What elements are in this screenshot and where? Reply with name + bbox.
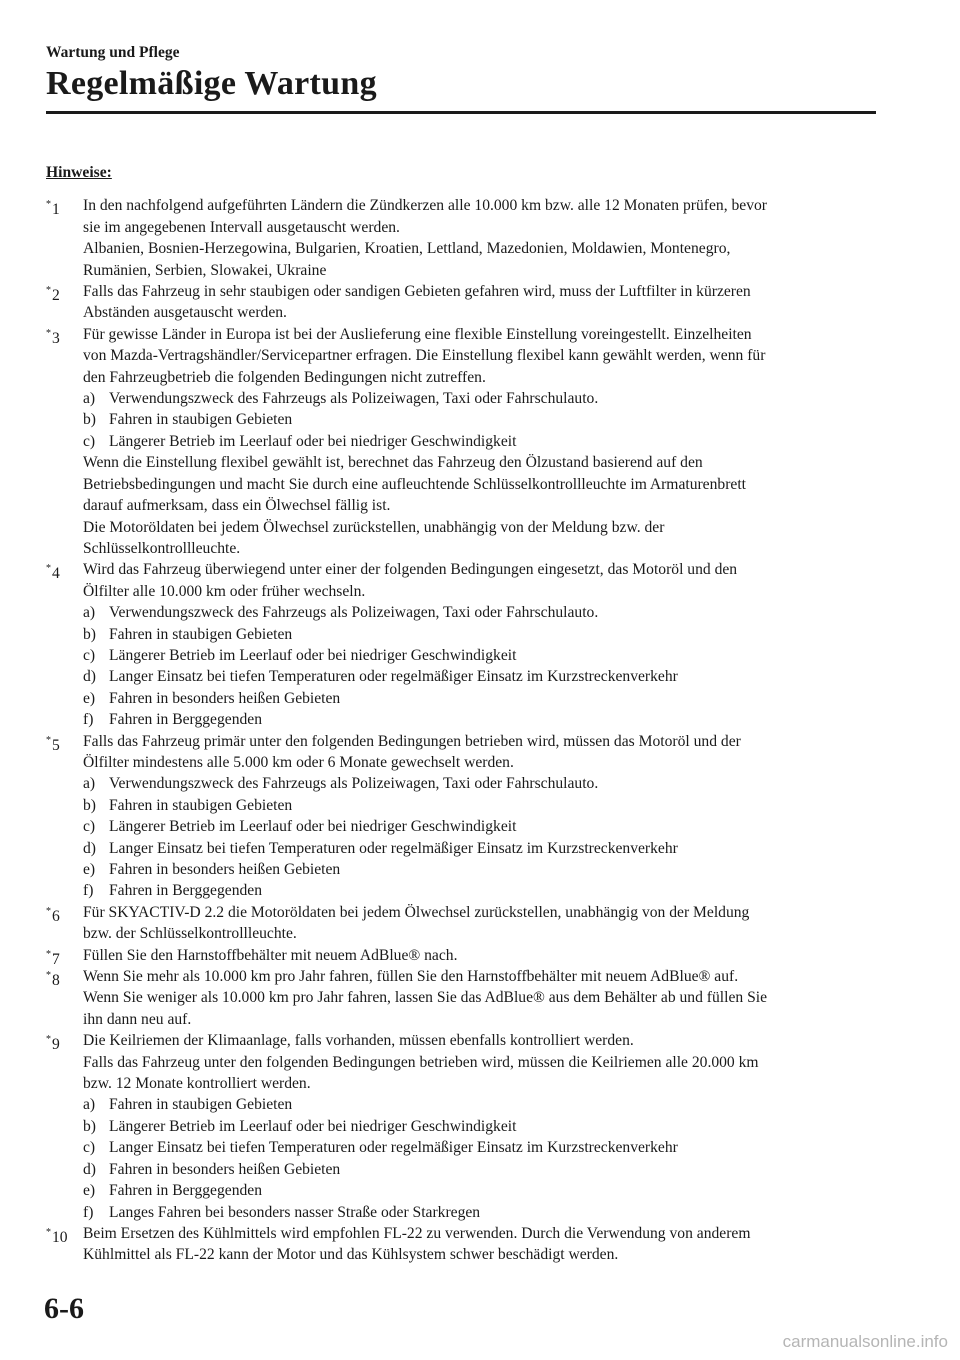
condition-text: Längerer Betrieb im Leerlauf oder bei niedriger Geschwindigkeit (109, 646, 517, 664)
asterisk-marker: * (46, 327, 51, 339)
condition-text: Fahren in Berggegenden (109, 882, 263, 900)
note-item (46, 195, 876, 281)
condition-letter: a) (83, 390, 96, 408)
asterisk-marker: * (46, 1034, 51, 1046)
page-number: 6-6 (44, 1292, 84, 1325)
note-text-line: Betriebsbedingungen und macht Sie durch eine aufleuchtende Schlüsselkontrollleuchte im Armaturenbrett (83, 475, 746, 493)
note-number-text: 6 (52, 908, 60, 925)
note-text-line: Für SKYACTIV-D 2.2 die Motoröldaten bei jedem Ölwechsel zurückstellen, unabhängig von der Meldung (83, 903, 750, 921)
condition-text: Fahren in staubigen Gebieten (109, 796, 293, 814)
condition-letter: e) (83, 1182, 96, 1200)
condition-letter: c) (83, 646, 96, 664)
asterisk-marker: * (46, 563, 51, 575)
note-text-line: Wenn Sie weniger als 10.000 km pro Jahr fahren, lassen Sie das AdBlue® aus dem Behälter ab und füllen Sie (83, 989, 767, 1007)
note-text-line: Falls das Fahrzeug unter den folgenden Bedingungen betrieben wird, müssen die Keilriemen alle 20.000 km (83, 1053, 759, 1071)
note-text-line: den Fahrzeugbetrieb die folgenden Bedingungen nicht zutreffen. (83, 368, 486, 386)
note-number (46, 1030, 60, 1056)
condition-text: Fahren in besonders heißen Gebieten (109, 689, 341, 707)
condition-letter: b) (83, 411, 96, 429)
note-item (46, 559, 876, 730)
condition-item (83, 688, 876, 709)
note-text-line: Schlüsselkontrollleuchte. (83, 539, 241, 557)
note-text-line: Beim Ersetzen des Kühlmittels wird empfohlen FL-22 zu verwenden. Durch die Verwendung von anderem (83, 1224, 751, 1242)
condition-text: Fahren in staubigen Gebieten (109, 1096, 293, 1114)
watermark: carmanualsonline.info (782, 1332, 948, 1351)
condition-item (83, 409, 876, 430)
note-number-text: 3 (52, 330, 60, 348)
condition-item (83, 388, 876, 409)
asterisk-marker: * (46, 285, 51, 297)
condition-letter: a) (83, 1096, 96, 1114)
page-header (46, 44, 876, 104)
page-title: Regelmäßige Wartung (46, 65, 377, 102)
condition-letter: e) (83, 861, 96, 878)
note-text-line: Ölfilter mindestens alle 5.000 km oder 6 Monate gewechselt werden. (83, 753, 514, 771)
note-text-line: Falls das Fahrzeug in sehr staubigen oder sandigen Gebieten gefahren wird, muss der Luftfilter in kürzeren (83, 283, 751, 301)
note-text-line: Wird das Fahrzeug überwiegend unter einer der folgenden Bedingungen eingesetzt, das Motoröl und den (83, 561, 738, 579)
condition-item (83, 838, 876, 859)
note-number-text: 8 (52, 972, 60, 990)
note-number (46, 966, 60, 992)
note-number-text: 5 (52, 736, 60, 754)
note-text-line: Für gewisse Länder in Europa ist bei der Auslieferung eine flexible Einstellung voreingestellt. Einzelheiten (83, 325, 752, 343)
asterisk-marker: * (46, 1226, 51, 1238)
note-text-line: Wenn die Einstellung flexibel gewählt ist, berechnet das Fahrzeug den Ölzustand basierend auf den (83, 454, 703, 472)
condition-letter: f) (83, 1203, 94, 1221)
condition-letter: c) (83, 1139, 96, 1157)
note-number (46, 195, 60, 221)
notes-list (46, 195, 876, 1265)
condition-text: Fahren in besonders heißen Gebieten (109, 1160, 341, 1178)
condition-letter: c) (83, 432, 96, 450)
condition-text: Längerer Betrieb im Leerlauf oder bei niedriger Geschwindigkeit (109, 1117, 517, 1135)
asterisk-marker: * (46, 199, 51, 211)
condition-letter: d) (83, 839, 96, 857)
note-text-line: Füllen Sie den Harnstoffbehälter mit neuem AdBlue® nach. (83, 946, 458, 964)
condition-letter: a) (83, 775, 96, 793)
condition-item (83, 1180, 876, 1201)
condition-text: Verwendungszweck des Fahrzeugs als Polizeiwagen, Taxi oder Fahrschulauto. (109, 390, 599, 408)
condition-item (83, 624, 876, 645)
note-text-line: Falls das Fahrzeug primär unter den folgenden Bedingungen betrieben wird, müssen das Motoröl und der (83, 732, 741, 750)
condition-item (83, 602, 876, 623)
note-item (46, 1223, 876, 1266)
note-number-text: 7 (52, 950, 60, 968)
note-text-line: bzw. 12 Monate kontrolliert werden. (83, 1075, 311, 1093)
note-number (46, 559, 60, 585)
note-item (46, 902, 876, 945)
note-item (46, 731, 876, 902)
condition-text: Längerer Betrieb im Leerlauf oder bei niedriger Geschwindigkeit (109, 818, 517, 836)
section-label: Wartung und Pflege (46, 44, 180, 61)
note-item (46, 1030, 876, 1223)
note-number (46, 281, 60, 307)
note-number (46, 1223, 68, 1249)
condition-text: Fahren in Berggegenden (109, 1182, 263, 1200)
note-number-text: 2 (52, 287, 60, 305)
condition-letter: e) (83, 689, 96, 707)
note-text-line: Abständen ausgetauscht werden. (83, 304, 287, 322)
note-number-text: 1 (52, 201, 60, 219)
condition-text: Langer Einsatz bei tiefen Temperaturen oder regelmäßiger Einsatz im Kurzstreckenverkehr (109, 839, 678, 857)
condition-letter: b) (83, 625, 96, 643)
condition-item (83, 1159, 876, 1180)
notes-section (46, 162, 876, 1266)
condition-item (83, 431, 876, 452)
note-text-line: Wenn Sie mehr als 10.000 km pro Jahr fahren, füllen Sie den Harnstoffbehälter mit neuem AdBlue® auf. (83, 968, 739, 986)
note-item (46, 966, 876, 1030)
note-number (46, 731, 60, 757)
note-text-line: Albanien, Bosnien-Herzegowina, Bulgarien, Kroatien, Lettland, Mazedonien, Moldawien, Montenegro, (83, 240, 731, 258)
condition-item (83, 773, 876, 794)
notes-heading: Hinweise: (46, 164, 112, 181)
condition-letter: a) (83, 604, 96, 622)
condition-item (83, 795, 876, 816)
condition-letter: d) (83, 668, 96, 686)
note-number-text: 9 (52, 1036, 60, 1054)
note-item (46, 281, 876, 324)
condition-text: Fahren in Berggegenden (109, 711, 263, 729)
condition-letter: b) (83, 796, 96, 814)
note-number-text: 10 (52, 1229, 68, 1247)
note-text-line: Die Motoröldaten bei jedem Ölwechsel zurückstellen, unabhängig von der Meldung bzw. der (83, 518, 665, 536)
condition-text: Langer Einsatz bei tiefen Temperaturen oder regelmäßiger Einsatz im Kurzstreckenverkehr (109, 668, 678, 686)
condition-text: Langer Einsatz bei tiefen Temperaturen oder regelmäßiger Einsatz im Kurzstreckenverkehr (109, 1139, 678, 1157)
asterisk-marker: * (46, 734, 51, 746)
condition-letter: f) (83, 711, 94, 729)
note-text-line: von Mazda-Vertragshändler/Servicepartner erfragen. Die Einstellung flexibel kann gewählt werden, wenn für (83, 347, 766, 365)
note-number (46, 902, 60, 928)
note-number-text: 4 (52, 565, 60, 583)
condition-text: Längerer Betrieb im Leerlauf oder bei niedriger Geschwindigkeit (109, 432, 517, 450)
condition-letter: c) (83, 818, 96, 836)
header-divider (46, 111, 876, 114)
asterisk-marker: * (46, 948, 51, 960)
condition-item (83, 1202, 876, 1223)
note-text-line: darauf aufmerksam, dass ein Ölwechsel fällig ist. (83, 497, 391, 515)
note-text-line: Rumänien, Serbien, Slowakei, Ukraine (83, 261, 327, 279)
condition-text: Fahren in staubigen Gebieten (109, 625, 293, 643)
condition-item (83, 816, 876, 837)
condition-text: Fahren in staubigen Gebieten (109, 411, 293, 429)
condition-text: Langes Fahren bei besonders nasser Straße oder Starkregen (109, 1203, 481, 1221)
condition-item (83, 709, 876, 730)
condition-item (83, 880, 876, 901)
note-text-line: ihn dann neu auf. (83, 1010, 192, 1028)
condition-letter: d) (83, 1160, 96, 1178)
note-text-line: Kühlmittel als FL-22 kann der Motor und das Kühlsystem schwer beschädigt werden. (83, 1246, 619, 1264)
condition-item (83, 645, 876, 666)
asterisk-marker: * (46, 970, 51, 982)
note-text-line: sie im angegebenen Intervall ausgetauscht werden. (83, 218, 400, 236)
note-number (46, 324, 60, 350)
note-item (46, 945, 876, 966)
condition-text: Verwendungszweck des Fahrzeugs als Polizeiwagen, Taxi oder Fahrschulauto. (109, 604, 599, 622)
condition-letter: b) (83, 1117, 96, 1135)
note-item (46, 324, 876, 559)
condition-item (83, 859, 876, 880)
condition-item (83, 666, 876, 687)
note-text-line: In den nachfolgend aufgeführten Ländern die Zündkerzen alle 10.000 km bzw. alle 12 Monaten prüfen, bevor (83, 197, 767, 215)
condition-item (83, 1094, 876, 1115)
asterisk-marker: * (46, 905, 51, 917)
note-text-line: bzw. der Schlüsselkontrollleuchte. (83, 925, 297, 943)
condition-item (83, 1137, 876, 1158)
condition-item (83, 1116, 876, 1137)
note-text-line: Die Keilriemen der Klimaanlage, falls vorhanden, müssen ebenfalls kontrolliert werden. (83, 1032, 634, 1050)
condition-letter: f) (83, 882, 94, 900)
condition-text: Verwendungszweck des Fahrzeugs als Polizeiwagen, Taxi oder Fahrschulauto. (109, 775, 599, 793)
condition-text: Fahren in besonders heißen Gebieten (109, 861, 341, 878)
note-text-line: Ölfilter alle 10.000 km oder früher wechseln. (83, 582, 366, 600)
